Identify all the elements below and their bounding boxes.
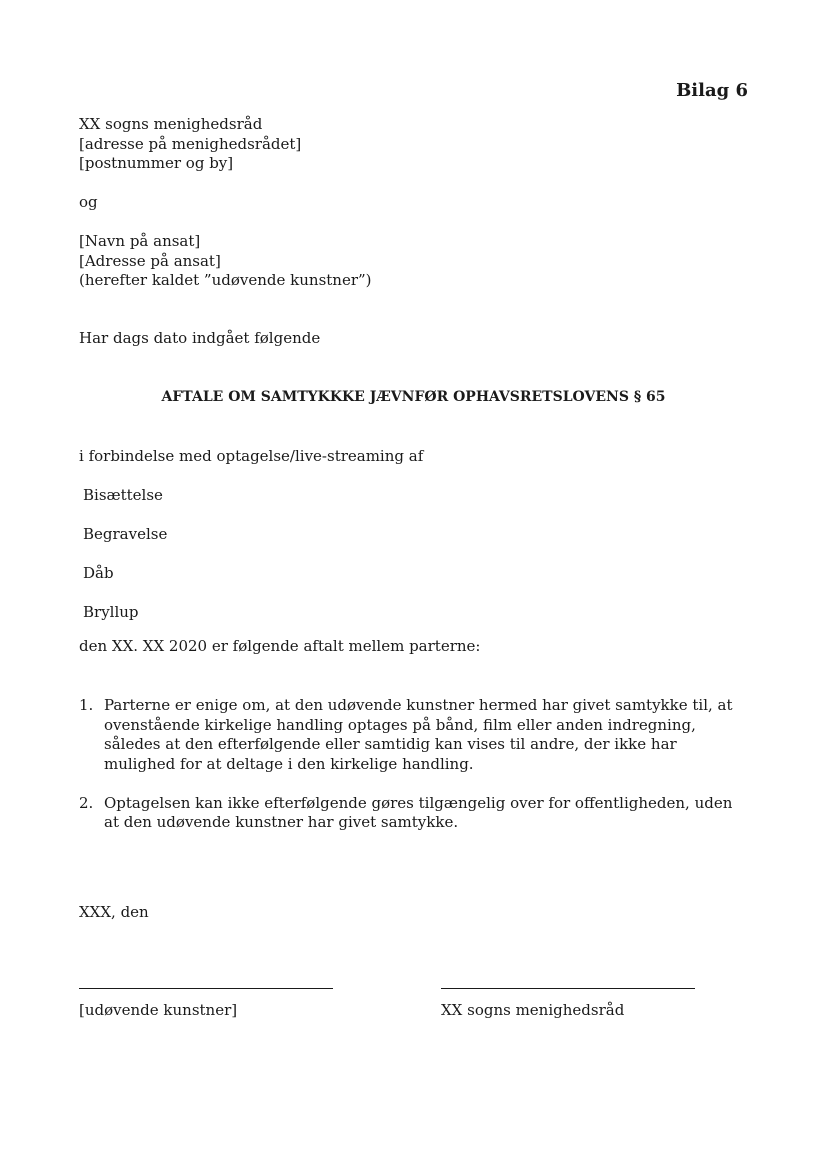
date-line: den XX. XX 2020 er følgende aftalt mellem parterne: [79, 637, 481, 655]
option-daab: Dåb [83, 564, 114, 582]
term-number: 1. [79, 696, 94, 714]
employee-name: [Navn på ansat] [79, 232, 201, 250]
context-text: i forbindelse med optagelse/live-streaming af [79, 447, 424, 465]
term-item [79, 696, 739, 774]
option-bisaettelse: Bisættelse [83, 486, 163, 504]
employee-note: (herefter kaldet ”udøvende kunstner”) [79, 271, 372, 289]
intro-text: Har dags dato indgået følgende [79, 329, 321, 347]
employee-address: [Adresse på ansat] [79, 251, 221, 270]
place-date-line: XXX, den [79, 903, 149, 921]
signature-label-right: XX sogns menighedsråd [441, 1001, 625, 1019]
council-postal: [postnummer og by] [79, 154, 234, 172]
term-text: Parterne er enige om, at den udøvende kunstner hermed har givet samtykke til, at ovenstående kirkelige handling optages på bånd, film eller anden indregning, således at den efterfølgende eller samtidig kan vises til andre, der ikke har mulighed for at deltage i den kirkelige handling. [104, 696, 733, 773]
appendix-label: Bilag 6 [676, 80, 748, 101]
council-name: XX sogns menighedsråd [79, 115, 263, 133]
terms-list [79, 696, 739, 852]
council-address-block [79, 115, 301, 174]
signature-line-left [79, 988, 333, 989]
option-begravelse: Begravelse [83, 525, 168, 543]
conjunction-text: og [79, 193, 98, 211]
employee-address-block [79, 232, 372, 291]
term-item [79, 794, 739, 833]
term-number: 2. [79, 793, 94, 812]
term-text: Optagelsen kan ikke efterfølgende gøres tilgængelig over for offentligheden, uden at den udøvende kunstner har givet samtykke. [104, 793, 733, 831]
signature-line-right [441, 988, 695, 989]
option-bryllup: Bryllup [83, 603, 139, 621]
agreement-title: AFTALE OM SAMTYKKKE JÆVNFØR OPHAVSRETSLOVENS § 65 [161, 389, 666, 405]
council-address: [adresse på menighedsrådet] [79, 134, 302, 153]
signature-label-left: [udøvende kunstner] [79, 1001, 238, 1019]
